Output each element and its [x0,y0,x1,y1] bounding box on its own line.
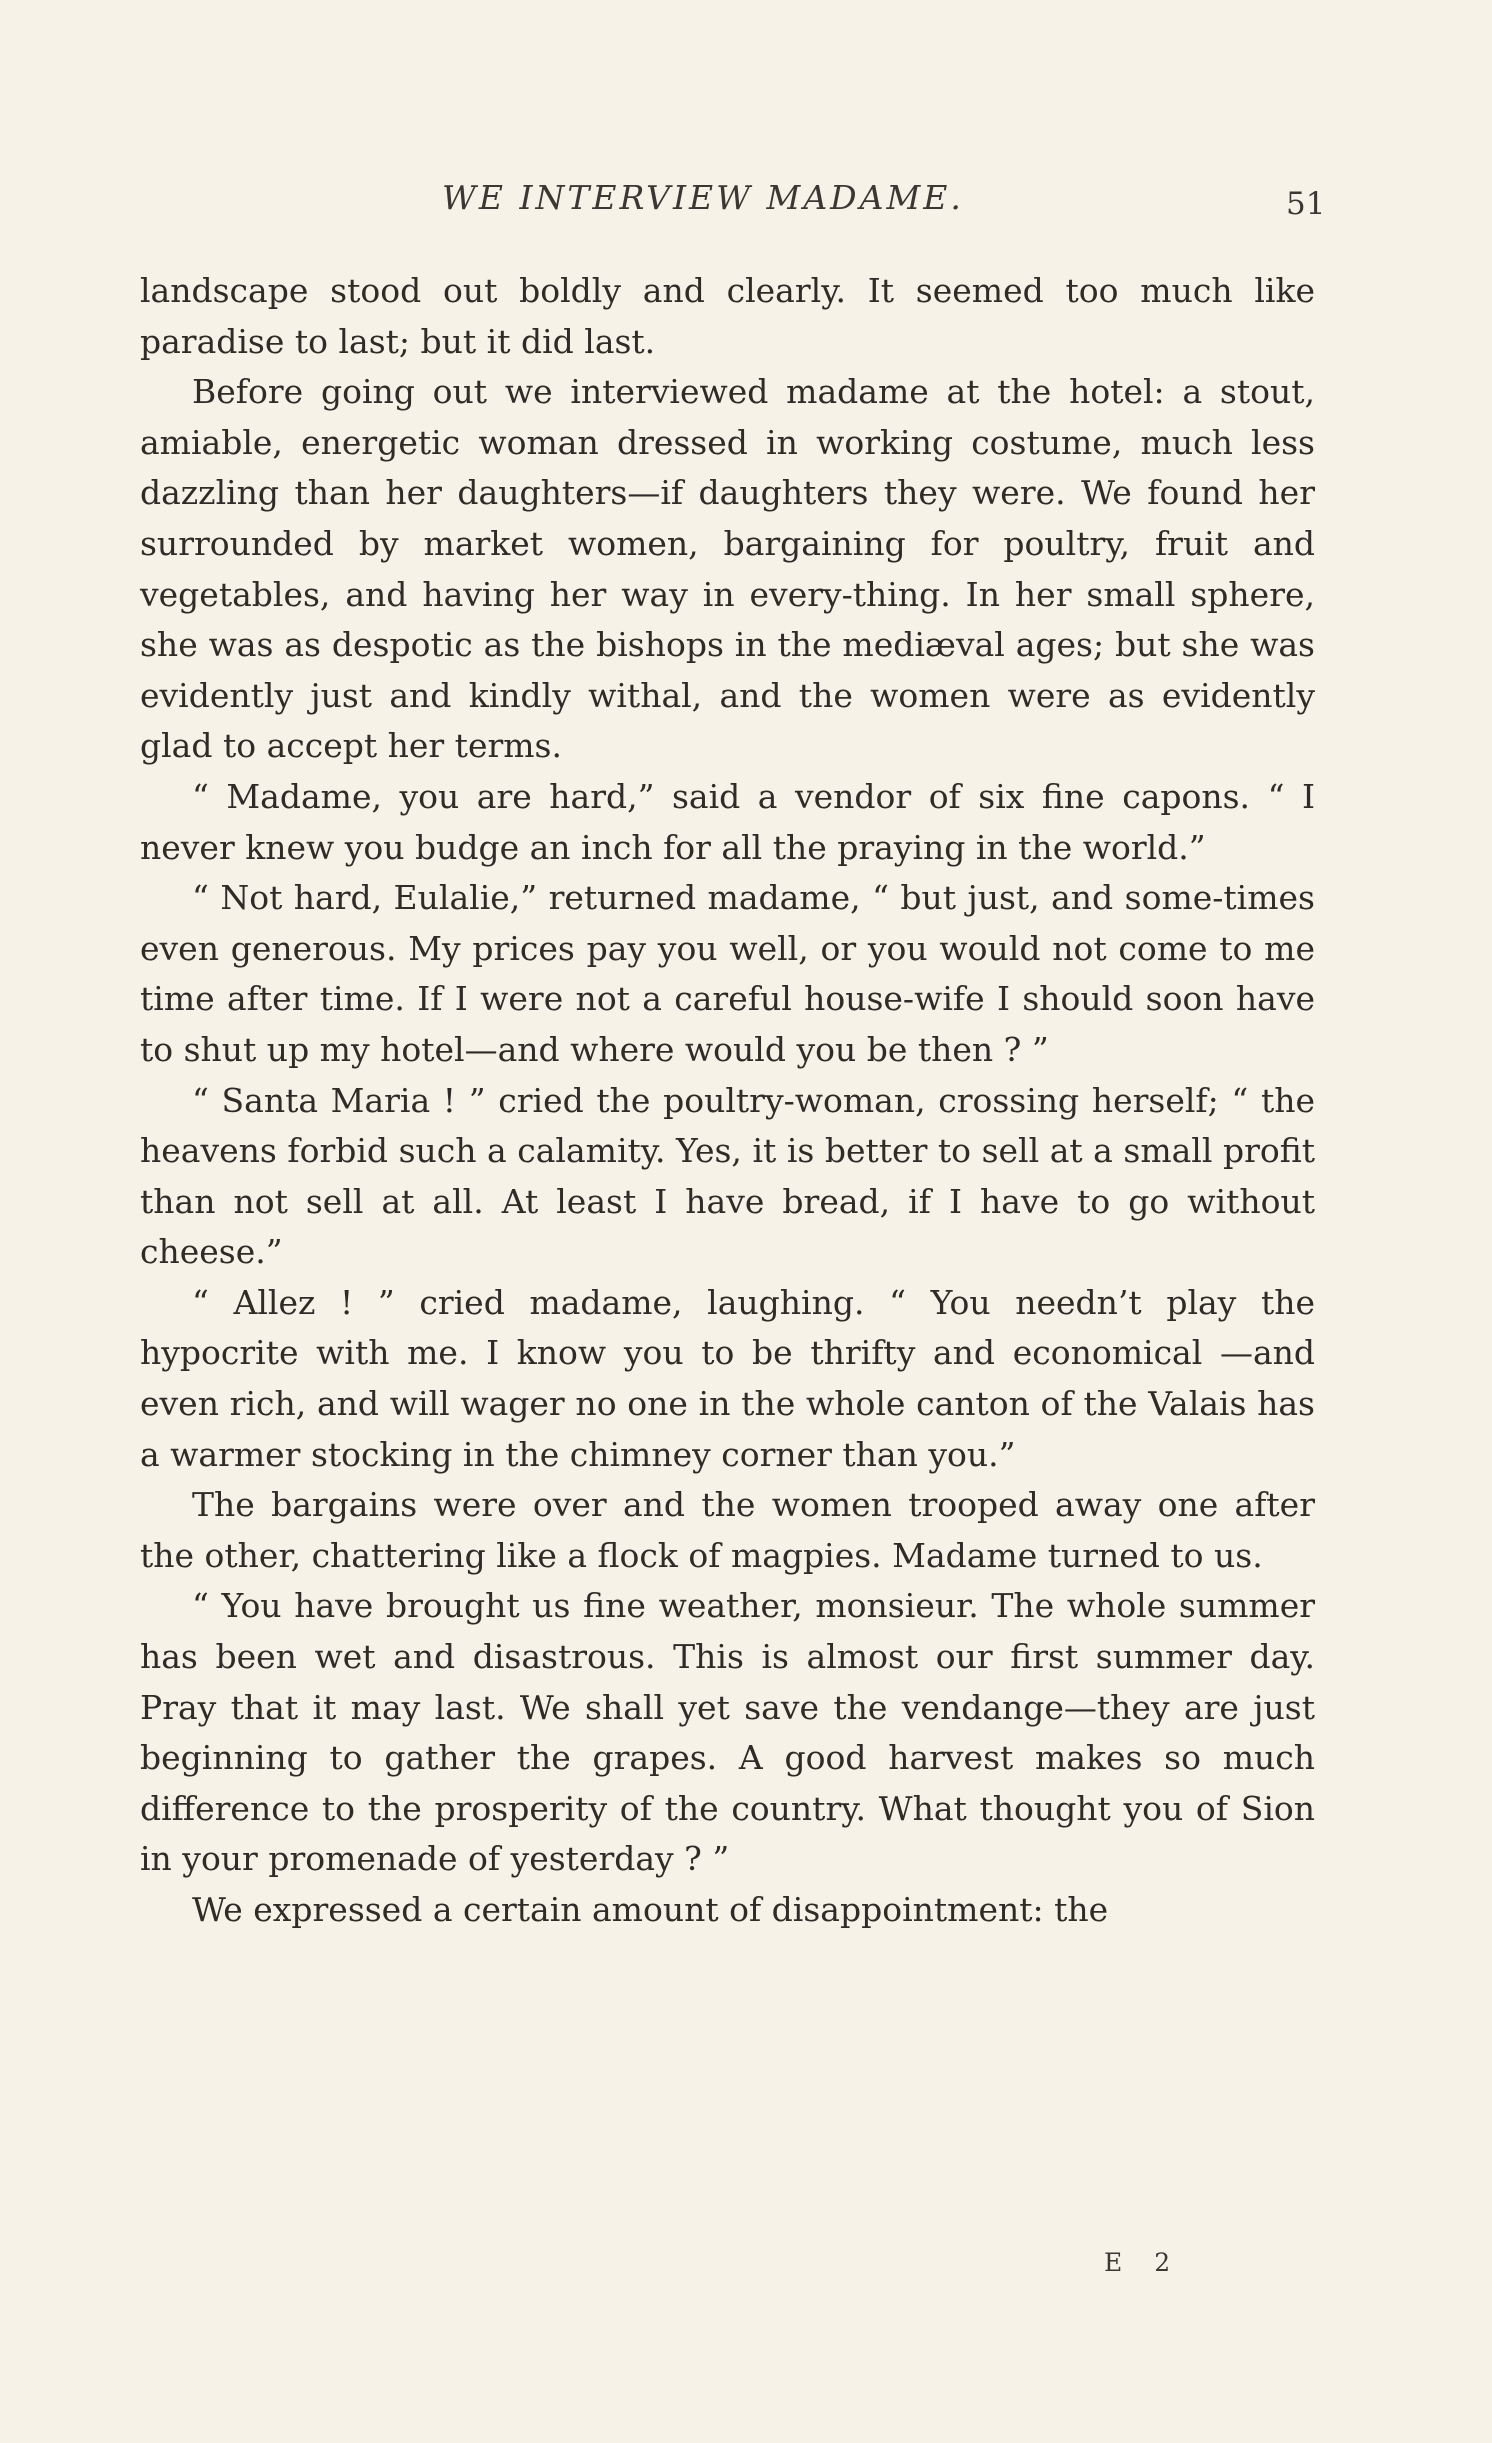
paragraph: “ Allez ! ” cried madame, laughing. “ You needn’t play the hypocrite with me. I know you to be thrifty and economical —and even rich, and will wager no one in the whole canton of the Valais has a warmer stocking in the chimney corner than you.” [140,1282,1315,1474]
signature-mark: E 2 [1104,2248,1183,2277]
paragraph-final: We expressed a certain amount of disappointment: the [192,1890,1109,1929]
page-number: 51 [1286,186,1326,222]
body-text [140,266,1315,1936]
paragraph: “ Not hard, Eulalie,” returned madame, “ but just, and some-times even generous. My prices pay you well, or you would not come to me time after time. If I were not a careful house-wife I should soon have to shut up my hotel—and where would you be then ? ” [140,878,1315,1069]
paragraph: “ You have brought us fine weather, monsieur. The whole summer has been wet and disastrous. This is almost our first summer day. Pray that it may last. We shall yet save the vendange—they are just beginning to gather the grapes. A good harvest makes so much difference to the prosperity of the country. What thought you of Sion in your promenade of yesterday ? ” [140,1586,1315,1879]
paragraph-continuation: landscape stood out boldly and clearly. It seemed too much like paradise to last; but it did last. [140,271,1315,361]
paragraph: Before going out we interviewed madame at the hotel: a stout, amiable, energetic woman dressed in working costume, much less dazzling than her daughters—if daughters they were. We found her surrounded by market women, bargaining for poultry, fruit and vegetables, and having her way in every-thing. In her small sphere, she was as despotic as the bishops in the mediæval ages; but she was evidently just and kindly withal, and the women were as evidently glad to accept her terms. [140,372,1315,766]
page-header [0,178,1492,234]
running-head: WE INTERVIEW MADAME. [442,178,964,217]
paragraph: “ Santa Maria ! ” cried the poultry-woman, crossing herself; “ the heavens forbid such a calamity. Yes, it is better to sell at a small profit than not sell at all. At least I have bread, if I have to go without cheese.” [140,1080,1315,1272]
paragraph: The bargains were over and the women trooped away one after the other, chattering like a flock of magpies. Madame turned to us. [140,1485,1315,1575]
paragraph: “ Madame, you are hard,” said a vendor of six fine capons. “ I never knew you budge an inch for all the praying in the world.” [140,776,1315,867]
